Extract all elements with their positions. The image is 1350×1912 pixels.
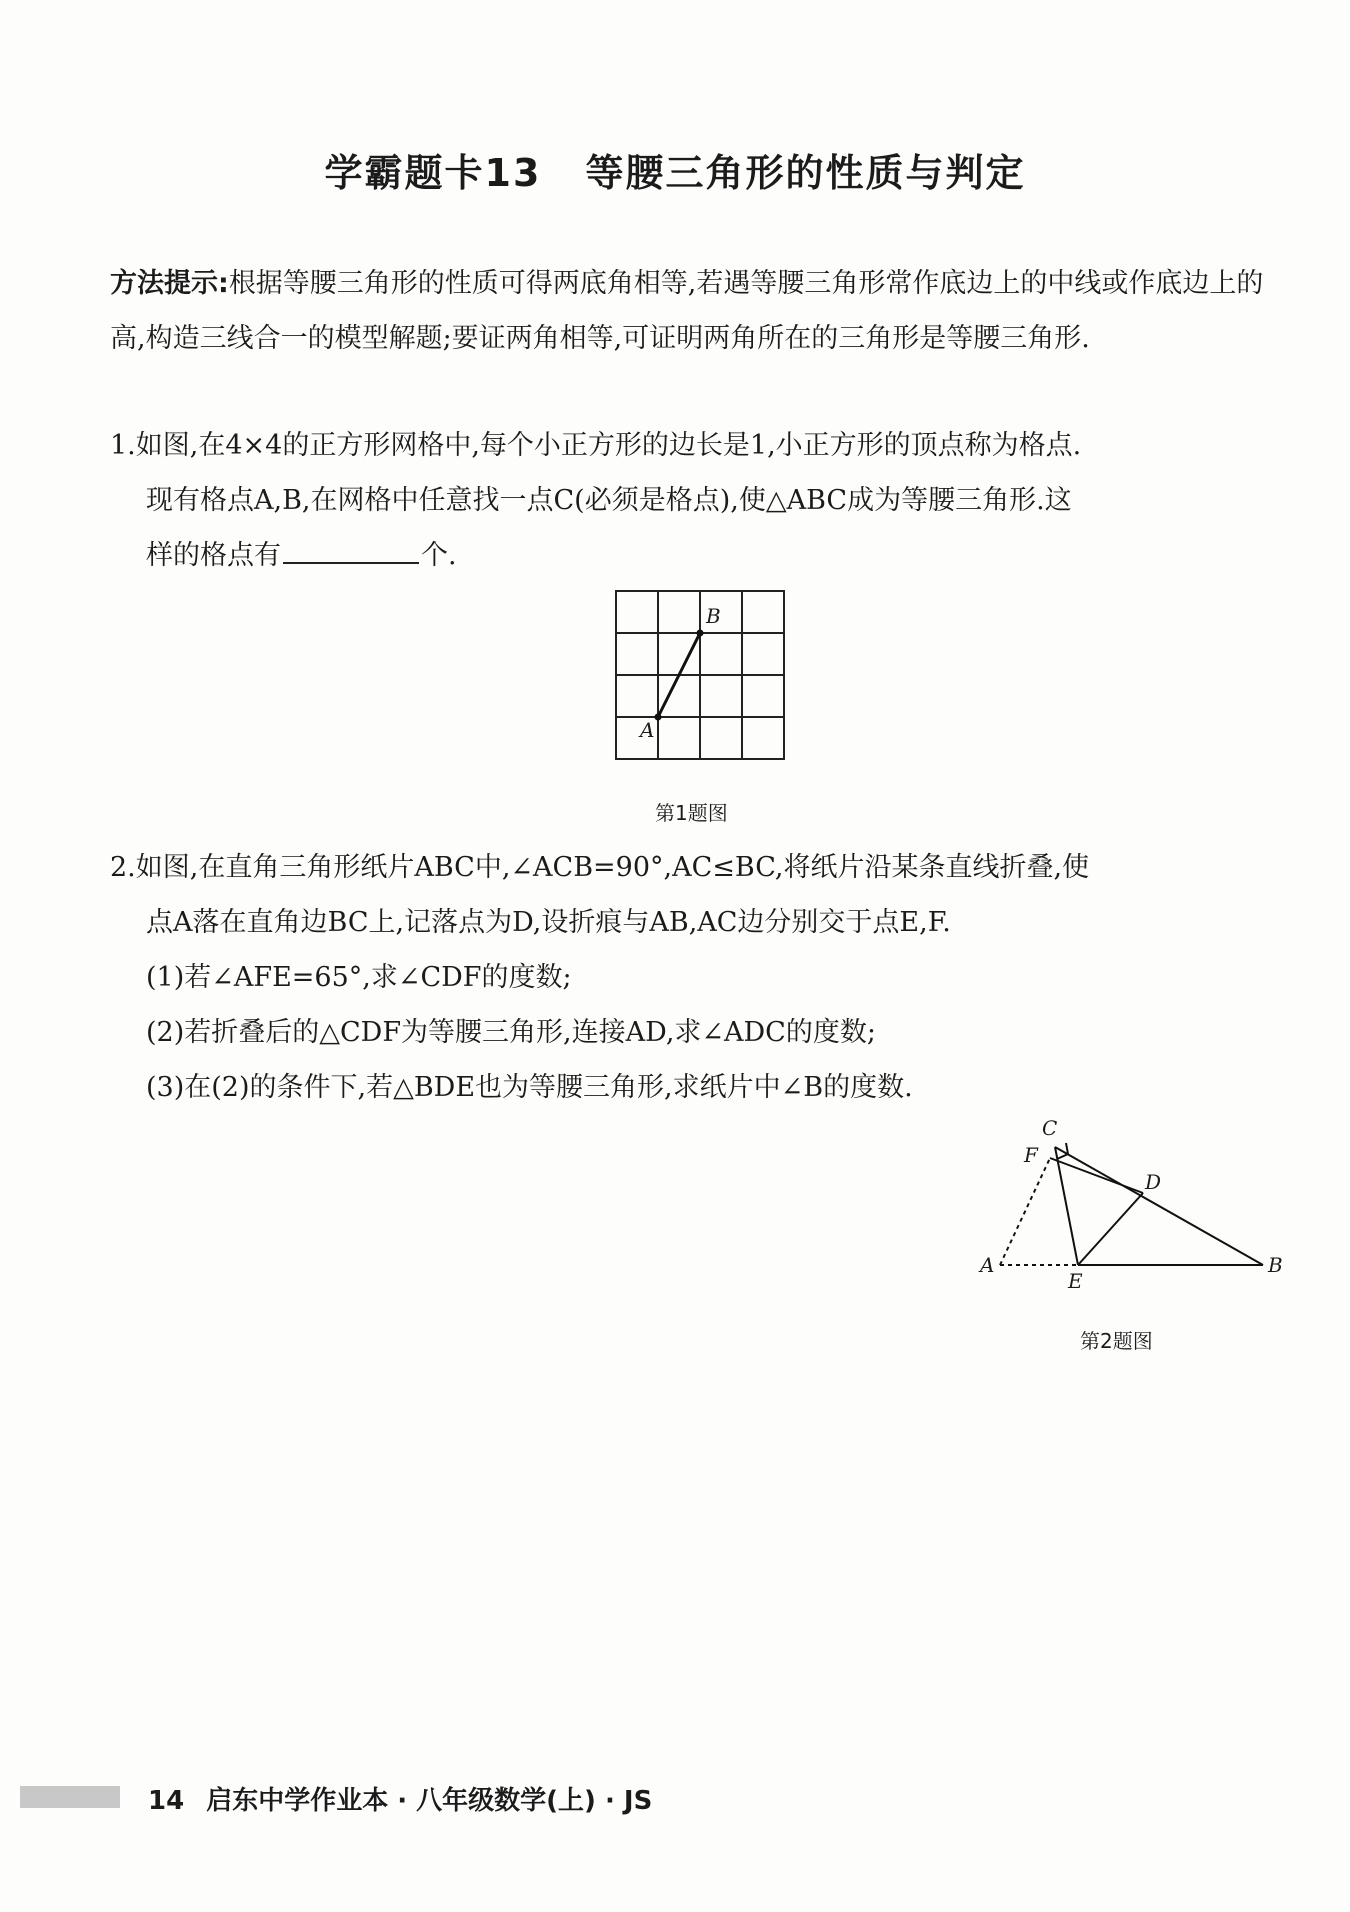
label-c: C (1042, 1116, 1058, 1140)
point-b (697, 630, 704, 637)
title-topic: 等腰三角形的性质与判定 (585, 151, 1026, 195)
question-2-line-2: 点A落在直角边BC上,记落点为D,设折痕与AB,AC边分别交于点E,F. (146, 907, 951, 938)
label-f: F (1024, 1143, 1038, 1167)
question-2-part-3: (3)在(2)的条件下,若△BDE也为等腰三角形,求纸片中∠B的度数. (146, 1072, 913, 1103)
segment-ed (1078, 1193, 1143, 1265)
figure-2-caption: 第2题图 (1080, 1329, 1153, 1353)
segment-cb (1055, 1147, 1263, 1265)
dashed-segment-af (1000, 1158, 1050, 1265)
label-b: B (706, 604, 721, 628)
answer-blank[interactable] (283, 540, 419, 564)
triangle-figure (950, 1110, 1300, 1290)
page-footer (148, 1780, 652, 1817)
label-b2: B (1268, 1253, 1283, 1277)
label-d: D (1145, 1170, 1162, 1194)
question-1-line-3 (110, 528, 1290, 583)
label-e: E (1068, 1269, 1083, 1290)
question-1 (110, 418, 1290, 583)
method-tip-label: 方法提示: (110, 268, 229, 299)
page-title (0, 142, 1350, 197)
method-tip (110, 256, 1290, 366)
label-a2: A (980, 1253, 995, 1277)
question-2-line-1: 2.如图,在直角三角形纸片ABC中,∠ACB=90°,AC≤BC,将纸片沿某条直线折叠,使 (110, 852, 1090, 883)
method-tip-text: 根据等腰三角形的性质可得两底角相等,若遇等腰三角形常作底边上的中线或作底边上的高,构造三线合一的模型解题;要证两角相等,可证明两角所在的三角形是等腰三角形. (110, 268, 1264, 354)
question-1-line-3-end: 个. (421, 540, 457, 571)
page-number: 14 (148, 1786, 185, 1816)
title-card-number: 学霸题卡13 (324, 151, 542, 195)
footer-bar (20, 1786, 120, 1808)
question-1-line-1: 1.如图,在4×4的正方形网格中,每个小正方形的边长是1,小正方形的顶点称为格点. (110, 430, 1082, 461)
book-title: 启东中学作业本 · 八年级数学(上) · JS (206, 1786, 653, 1816)
figure-1-caption: 第1题图 (655, 801, 728, 825)
question-1-line-2: 现有格点A,B,在网格中任意找一点C(必须是格点),使△ABC成为等腰三角形.这 (146, 485, 1072, 516)
grid-figure (610, 585, 800, 765)
question-1-line-3-start: 样的格点有 (146, 540, 281, 571)
question-2 (110, 840, 1290, 1115)
question-2-part-1: (1)若∠AFE=65°,求∠CDF的度数; (146, 962, 572, 993)
question-2-part-2: (2)若折叠后的△CDF为等腰三角形,连接AD,求∠ADC的度数; (146, 1017, 876, 1048)
point-a (655, 714, 662, 721)
label-a: A (640, 718, 655, 742)
